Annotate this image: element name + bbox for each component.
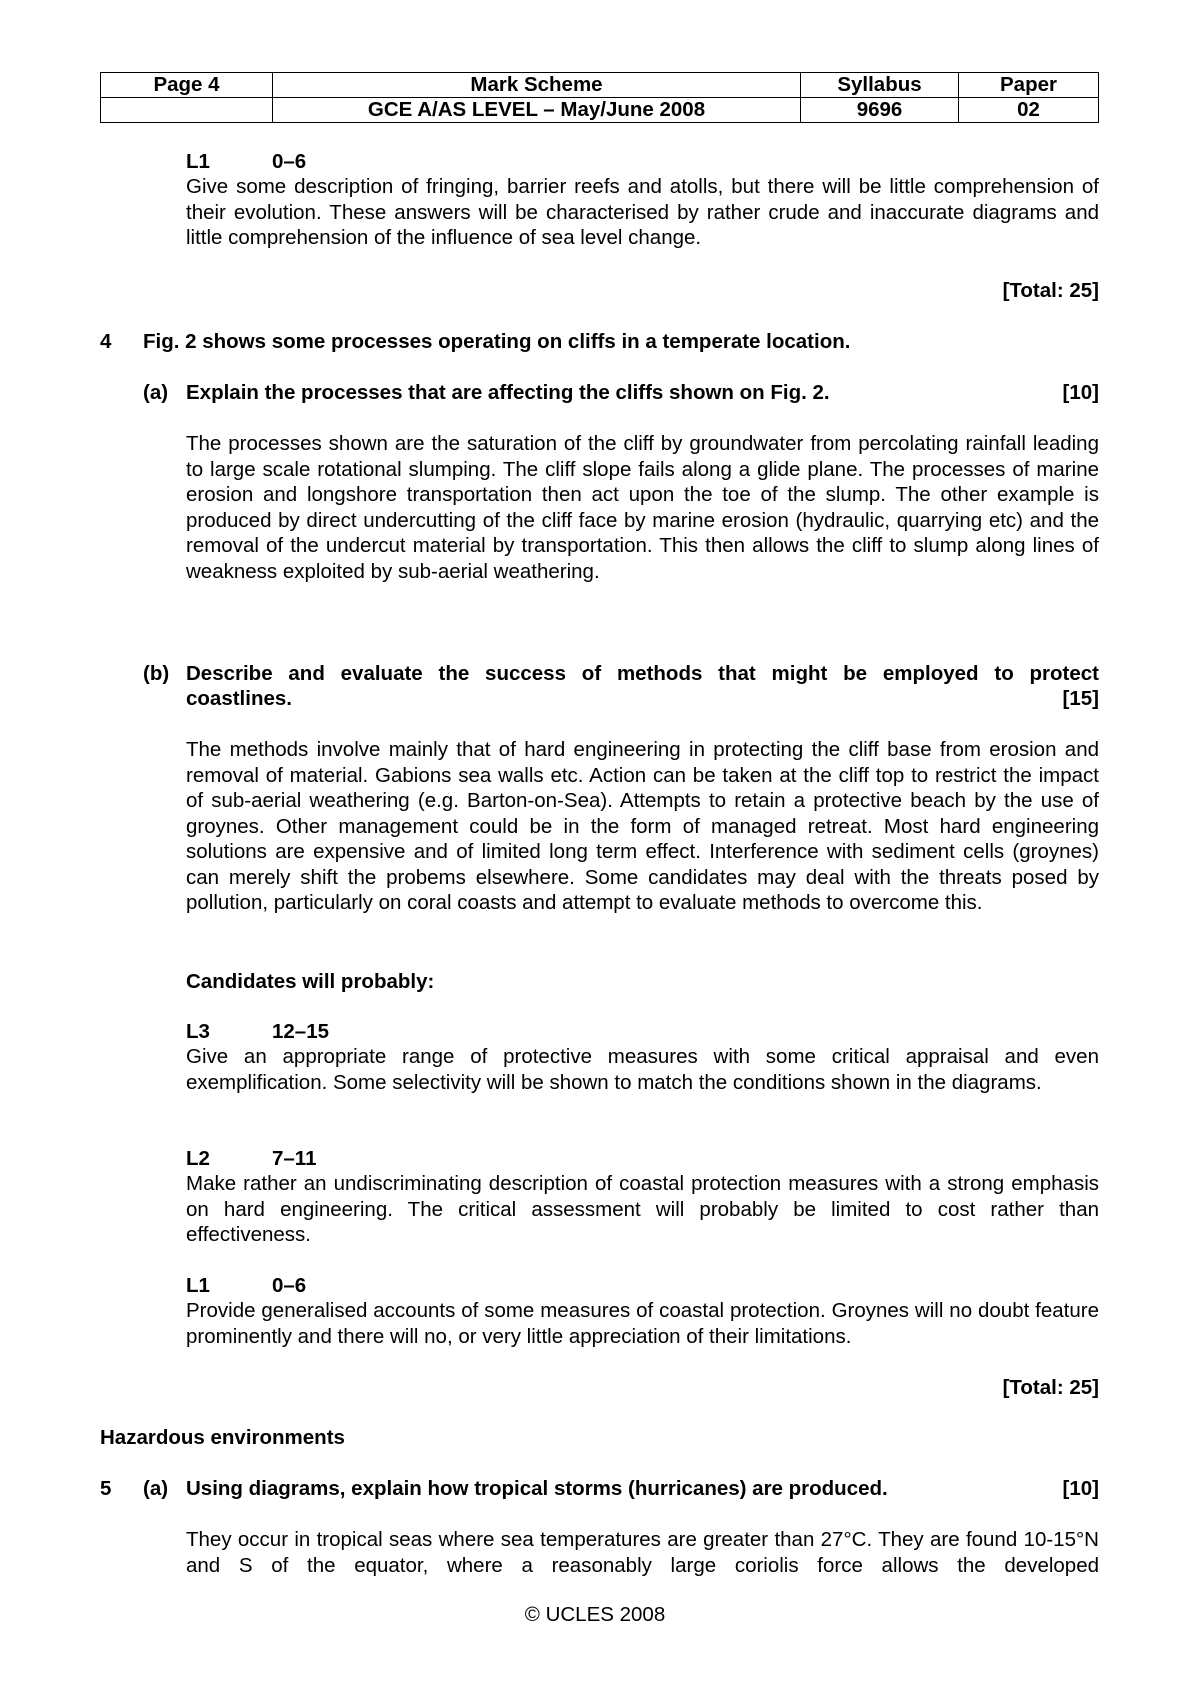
- part-question: Describe and evaluate the success of methods that might be employed to protect: [186, 662, 1099, 685]
- level-code: L2: [186, 1147, 210, 1170]
- level-descriptor: Give some description of fringing, barrier reefs and atolls, but there will be little comprehension of their evolution. These answers will be characterised by rather crude and inaccurate diagrams and little comprehension of the influence of sea level change.: [186, 175, 1099, 249]
- level-heading: [186, 1019, 1099, 1045]
- total-marks: [Total: 25]: [1002, 1376, 1099, 1399]
- level-range: 0–6: [272, 1274, 307, 1297]
- part-question: Using diagrams, explain how tropical storms (hurricanes) are produced.: [186, 1477, 888, 1500]
- question-number: 5: [100, 1477, 112, 1500]
- answer-text: They occur in tropical seas where sea temperatures are greater than 27°C. They are found 10-15°N and S of the equator, where a reasonably large coriolis force allows the developed: [186, 1528, 1099, 1577]
- part-question-continued: coastlines.: [186, 687, 292, 710]
- question-number: 4: [100, 330, 112, 353]
- part-label: (a): [143, 381, 169, 404]
- page-footer: © UCLES 2008: [524, 1603, 666, 1626]
- header-empty-cell: [101, 98, 273, 123]
- level-descriptor: Provide generalised accounts of some measures of coastal protection. Groynes will no doubt feature prominently and there will no, or very little appreciation of their limitations.: [186, 1299, 1099, 1348]
- level-heading: [186, 1146, 1099, 1172]
- header-syllabus-label: Syllabus: [801, 73, 959, 98]
- answer-text: The processes shown are the saturation of the cliff by groundwater from percolating rainfall leading to large scale rotational slumping. The cliff slope fails along a glide plane. The processes of marine erosion and longshore transportation then act upon the toe of the slump. The other example is produced by direct undercutting of the cliff face by marine erosion (hydraulic, quarrying etc) and the removal of the undercut material by transportation. This then allows the cliff to slump along lines of weakness exploited by sub-aerial weathering.: [186, 432, 1099, 583]
- section-heading: Hazardous environments: [100, 1426, 345, 1449]
- header-table: [100, 72, 1099, 123]
- level-code: L3: [186, 1020, 210, 1043]
- part-question: Explain the processes that are affecting the cliffs shown on Fig. 2.: [186, 381, 830, 404]
- header-page: Page 4: [101, 73, 273, 98]
- header-row: [101, 98, 1099, 123]
- part-marks: [10]: [1062, 1477, 1099, 1500]
- question-stem: Fig. 2 shows some processes operating on cliffs in a temperate location.: [143, 330, 851, 353]
- part-marks: [15]: [1062, 687, 1099, 710]
- level-range: 7–11: [272, 1147, 317, 1170]
- header-paper-label: Paper: [959, 73, 1099, 98]
- header-row: [101, 73, 1099, 98]
- total-marks: [Total: 25]: [1002, 279, 1099, 302]
- header-exam: GCE A/AS LEVEL – May/June 2008: [273, 98, 801, 123]
- answer-text: The methods involve mainly that of hard engineering in protecting the cliff base from erosion and removal of material. Gabions sea walls etc. Action can be taken at the cliff top to restrict the impact of sub-aerial weathering (e.g. Barton-on-Sea). Attempts to retain a protective beach by the use of groynes. Other management could be in the form of managed retreat. Most hard engineering solutions are expensive and of limited long term effect. Interference with sediment cells (groynes) can merely shift the probems elsewhere. Some candidates may deal with the threats posed by pollution, particularly on coral coasts and attempt to evaluate methods to overcome this.: [186, 738, 1099, 914]
- part-marks: [10]: [1062, 381, 1099, 404]
- part-label: (b): [143, 662, 170, 685]
- level-heading: [186, 1273, 1099, 1299]
- level-descriptor: Make rather an undiscriminating description of coastal protection measures with a strong emphasis on hard engineering. The critical assessment will probably be limited to cost rather than effectiveness.: [186, 1172, 1099, 1246]
- level-heading: [186, 149, 1099, 175]
- level-range: 0–6: [272, 150, 307, 173]
- level-code: L1: [186, 150, 210, 173]
- header-syllabus-code: 9696: [801, 98, 959, 123]
- level-descriptor: Give an appropriate range of protective measures with some critical appraisal and even exemplification. Some selectivity will be shown to match the conditions shown in the diagrams.: [186, 1045, 1099, 1094]
- part-label: (a): [143, 1477, 169, 1500]
- level-range: 12–15: [272, 1020, 330, 1043]
- header-paper-number: 02: [959, 98, 1099, 123]
- header-title: Mark Scheme: [273, 73, 801, 98]
- level-code: L1: [186, 1274, 210, 1297]
- candidates-heading: Candidates will probably:: [186, 970, 435, 993]
